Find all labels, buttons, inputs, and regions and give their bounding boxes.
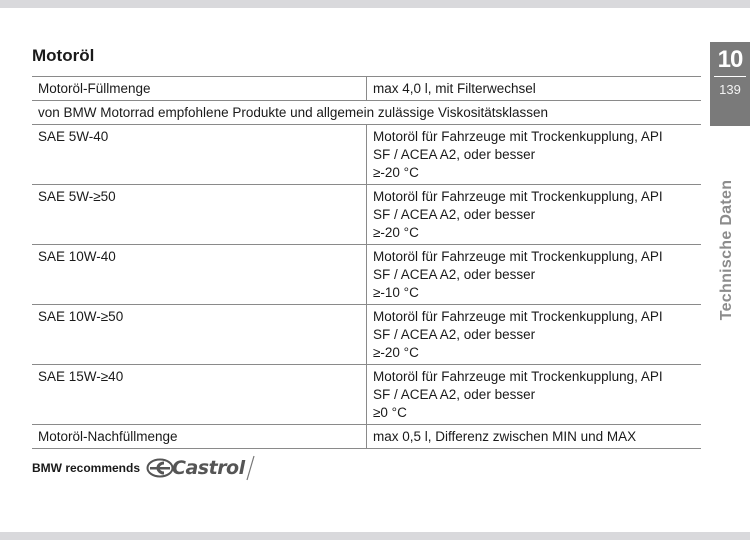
spec-line: Motoröl für Fahrzeuge mit Trockenkupplung, API	[373, 309, 663, 324]
logo-slash-mark	[245, 455, 255, 481]
table-row	[32, 425, 701, 449]
recommends-text: BMW recommends	[32, 461, 141, 475]
table-row	[32, 125, 701, 185]
viscosity-grade: SAE 5W-≥50	[32, 185, 367, 245]
temperature-limit: ≥-10 °C	[373, 285, 419, 300]
viscosity-spec	[367, 245, 702, 305]
viscosity-spec	[367, 185, 702, 245]
manual-page	[0, 8, 750, 532]
oil-spec-table	[32, 76, 701, 449]
viscosity-spec	[367, 125, 702, 185]
recommended-products-header: von BMW Motorrad empfohlene Produkte und allgemein zulässige Viskositätsklassen	[32, 101, 701, 125]
page-number: 139	[719, 82, 741, 97]
tab-divider	[714, 76, 746, 77]
refill-quantity-label: Motoröl-Nachfüllmenge	[32, 425, 367, 449]
chapter-title: Technische Daten	[718, 179, 735, 321]
viscosity-grade: SAE 10W-≥50	[32, 305, 367, 365]
spec-line: Motoröl für Fahrzeuge mit Trockenkupplung, API	[373, 189, 663, 204]
section-title: Motoröl	[32, 46, 95, 65]
temperature-limit: ≥-20 °C	[373, 165, 419, 180]
spec-line: SF / ACEA A2, oder besser	[373, 387, 536, 402]
table-row	[32, 185, 701, 245]
table-row	[32, 245, 701, 305]
castrol-logo	[146, 455, 255, 481]
castrol-wordmark: Castrol	[172, 457, 245, 479]
temperature-limit: ≥0 °C	[373, 405, 407, 420]
table-row	[32, 77, 701, 101]
chapter-number: 10	[717, 46, 743, 73]
temperature-limit: ≥-20 °C	[373, 225, 419, 240]
brand-recommendation	[32, 454, 255, 482]
viscosity-spec	[367, 305, 702, 365]
refill-quantity-value: max 0,5 l, Differenz zwischen MIN und MAX	[367, 425, 702, 449]
spec-line: Motoröl für Fahrzeuge mit Trockenkupplung, API	[373, 129, 663, 144]
table-row	[32, 365, 701, 425]
viscosity-grade: SAE 15W-≥40	[32, 365, 367, 425]
viscosity-grade: SAE 10W-40	[32, 245, 367, 305]
fill-quantity-value: max 4,0 l, mit Filterwechsel	[367, 77, 702, 101]
table-row	[32, 305, 701, 365]
spec-line: SF / ACEA A2, oder besser	[373, 147, 536, 162]
viscosity-spec	[367, 365, 702, 425]
castrol-emblem-icon	[146, 458, 174, 478]
table-row	[32, 101, 701, 125]
viscosity-grade: SAE 5W-40	[32, 125, 367, 185]
spec-line: SF / ACEA A2, oder besser	[373, 207, 536, 222]
chapter-tab	[710, 42, 750, 126]
spec-line: SF / ACEA A2, oder besser	[373, 267, 536, 282]
fill-quantity-label: Motoröl-Füllmenge	[32, 77, 367, 101]
spec-line: Motoröl für Fahrzeuge mit Trockenkupplung, API	[373, 249, 663, 264]
spec-line: SF / ACEA A2, oder besser	[373, 327, 536, 342]
spec-line: Motoröl für Fahrzeuge mit Trockenkupplung, API	[373, 369, 663, 384]
temperature-limit: ≥-20 °C	[373, 345, 419, 360]
